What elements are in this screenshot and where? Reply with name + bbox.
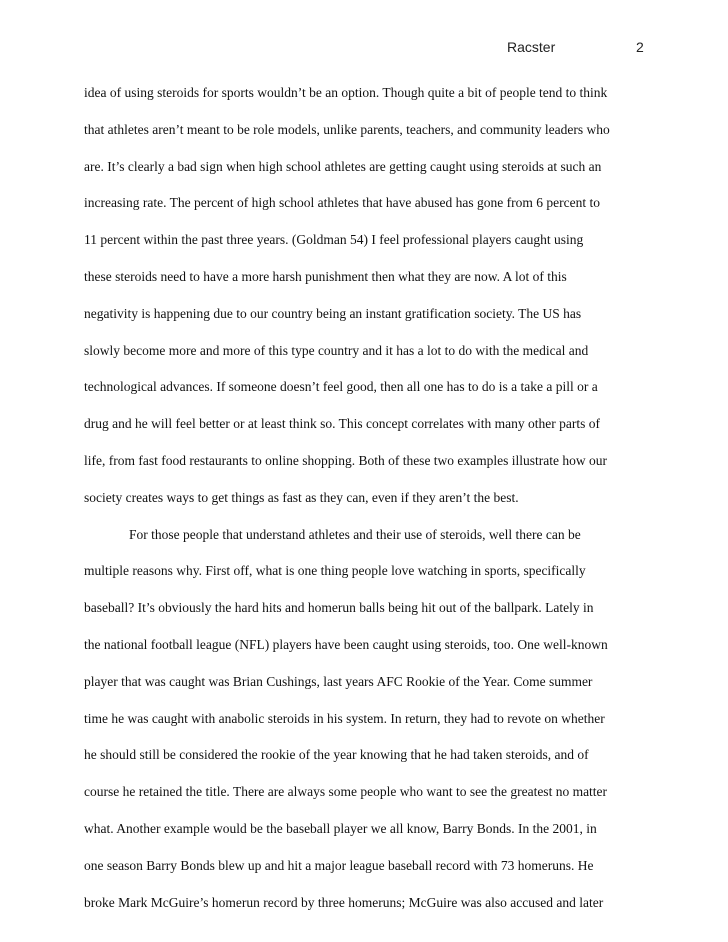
text-line: slowly become more and more of this type country and it has a lot to do with the medical and: [84, 342, 589, 358]
body-text: [84, 83, 664, 929]
page-header: [0, 39, 728, 59]
text-line: broke Mark McGuire’s homerun record by three homeruns; McGuire was also accused and later: [84, 894, 604, 910]
paragraph-first-line: For those people that understand athletes and their use of steroids, well there can be: [129, 526, 581, 542]
text-line: 11 percent within the past three years. (Goldman 54) I feel professional players caught using: [84, 232, 584, 248]
text-line: multiple reasons why. First off, what is one thing people love watching in sports, specifically: [84, 563, 586, 579]
text-line: are. It’s clearly a bad sign when high school athletes are getting caught using steroids at such an: [84, 158, 602, 174]
text-line: increasing rate. The percent of high school athletes that have abused has gone from 6 percent to: [84, 195, 600, 211]
text-line: drug and he will feel better or at least think so. This concept correlates with many other parts of: [84, 416, 600, 432]
text-line: what. Another example would be the baseball player we all know, Barry Bonds. In the 2001, in: [84, 820, 597, 836]
text-line: these steroids need to have a more harsh punishment then what they are now. A lot of this: [84, 268, 567, 284]
text-line: idea of using steroids for sports wouldn’t be an option. Though quite a bit of people tend to think: [84, 85, 608, 100]
text-line: negativity is happening due to our country being an instant gratification society. The US has: [84, 305, 582, 321]
text-line: society creates ways to get things as fast as they can, even if they aren’t the best.: [84, 489, 519, 505]
text-line: life, from fast food restaurants to online shopping. Both of these two examples illustrate how our: [84, 452, 608, 468]
text-line: technological advances. If someone doesn’t feel good, then all one has to do is a take a pill or a: [84, 379, 598, 395]
text-line: that athletes aren’t meant to be role models, unlike parents, teachers, and community leaders who: [84, 121, 610, 137]
header-page-number: 2: [636, 39, 644, 55]
text-line: player that was caught was Brian Cushings, last years AFC Rookie of the Year. Come summer: [84, 673, 593, 689]
text-line: one season Barry Bonds blew up and hit a major league baseball record with 73 homeruns. He: [84, 857, 594, 873]
text-line: baseball? It’s obviously the hard hits and homerun balls being hit out of the ballpark. Lately in: [84, 600, 594, 616]
text-line: time he was caught with anabolic steroids in his system. In return, they had to revote on whether: [84, 710, 605, 726]
text-line: the national football league (NFL) players have been caught using steroids, too. One well-known: [84, 636, 608, 652]
text-line: course he retained the title. There are always some people who want to see the greatest no matter: [84, 784, 608, 800]
text-line: he should still be considered the rookie of the year knowing that he had taken steroids, and of: [84, 747, 589, 763]
header-author: Racster: [507, 39, 556, 55]
